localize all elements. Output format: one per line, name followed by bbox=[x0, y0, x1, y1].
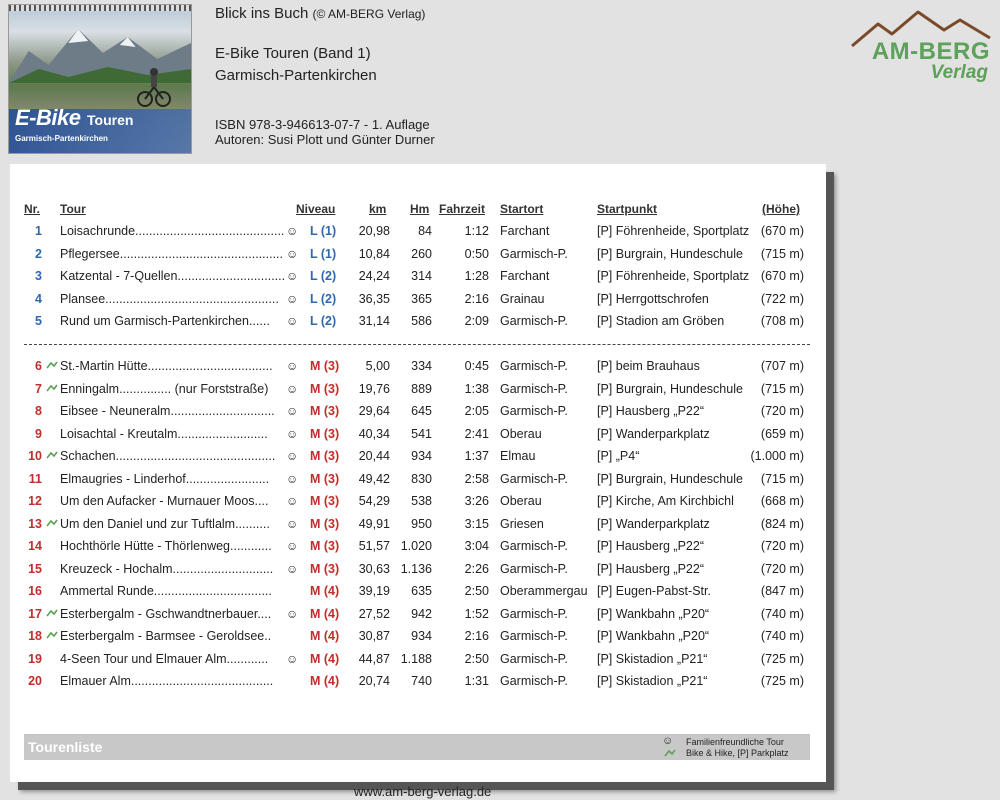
cell-startort: Garmisch-P. bbox=[500, 539, 568, 553]
cell-tour: Um den Aufacker - Murnauer Moos.... bbox=[60, 494, 269, 508]
family-friendly-icon: ☺ bbox=[286, 382, 299, 396]
table-row bbox=[10, 401, 826, 423]
cell-startort: Garmisch-P. bbox=[500, 472, 568, 486]
cell-nr: 15 bbox=[28, 562, 42, 576]
cell-nr: 4 bbox=[35, 292, 42, 306]
cell-hm: 635 bbox=[411, 584, 432, 598]
cell-nr: 19 bbox=[28, 652, 42, 666]
book-region: Garmisch-Partenkirchen bbox=[215, 67, 377, 84]
cell-startpunkt: [P] Föhrenheide, Sportplatz bbox=[597, 224, 750, 238]
cell-fahrzeit: 2:16 bbox=[464, 629, 489, 643]
cell-nr: 17 bbox=[28, 607, 42, 621]
logo-name: AM-BERG bbox=[871, 38, 990, 65]
cell-startpunkt: [P] Skistadion „P21“ bbox=[597, 652, 708, 666]
col-head-hm: Hm bbox=[410, 202, 430, 216]
cell-startpunkt: [P] Kirche, Am Kirchbichl bbox=[597, 494, 734, 508]
cell-startpunkt: [P] Herrgottschrofen bbox=[597, 292, 709, 306]
cell-nr: 6 bbox=[35, 359, 42, 373]
cell-nr: 7 bbox=[35, 382, 42, 396]
cell-niveau: L (1) bbox=[310, 247, 337, 261]
cell-tour: Kreuzeck - Hochalm............................. bbox=[60, 562, 274, 576]
cell-fahrzeit: 2:09 bbox=[464, 314, 489, 328]
cell-tour: Ammertal Runde.................................. bbox=[60, 584, 272, 598]
table-row bbox=[10, 514, 826, 536]
cell-tour: Loisachrunde........................................... bbox=[60, 224, 285, 238]
cell-tour: Hochthörle Hütte - Thörlenweg............ bbox=[60, 539, 272, 553]
cell-hm: 934 bbox=[411, 629, 432, 643]
book-title: E-Bike Touren (Band 1) bbox=[215, 45, 371, 62]
cell-hm: 1.020 bbox=[400, 539, 432, 553]
cell-nr: 8 bbox=[35, 404, 42, 418]
table-row bbox=[10, 379, 826, 401]
cell-km: 24,24 bbox=[358, 269, 390, 283]
cell-fahrzeit: 2:16 bbox=[464, 292, 489, 306]
family-friendly-icon: ☺ bbox=[286, 494, 299, 508]
cell-nr: 3 bbox=[35, 269, 42, 283]
cell-nr: 9 bbox=[35, 427, 42, 441]
cell-hoehe: (740 m) bbox=[760, 607, 804, 621]
cell-startort: Griesen bbox=[500, 517, 544, 531]
header-blick bbox=[215, 5, 425, 22]
cell-startpunkt: [P] Hausberg „P22“ bbox=[597, 562, 704, 576]
book-isbn: ISBN 978-3-946613-07-7 - 1. Auflage bbox=[215, 117, 430, 132]
cell-km: 39,19 bbox=[358, 584, 390, 598]
cell-niveau: M (3) bbox=[310, 404, 340, 418]
cell-km: 49,42 bbox=[358, 472, 390, 486]
cell-km: 10,84 bbox=[358, 247, 390, 261]
cell-hoehe: (670 m) bbox=[760, 224, 804, 238]
cell-tour: Esterbergalm - Gschwandtnerbauer.... bbox=[60, 607, 272, 621]
cell-km: 20,98 bbox=[358, 224, 390, 238]
cell-fahrzeit: 3:26 bbox=[464, 494, 489, 508]
bike-hike-icon bbox=[46, 609, 58, 617]
cell-km: 36,35 bbox=[358, 292, 390, 306]
cell-hoehe: (722 m) bbox=[760, 292, 804, 306]
cell-fahrzeit: 1:52 bbox=[464, 607, 489, 621]
header-copyright: (© AM-BERG Verlag) bbox=[312, 7, 426, 21]
cell-niveau: M (3) bbox=[310, 494, 340, 508]
cell-niveau: M (4) bbox=[310, 607, 340, 621]
cell-hm: 830 bbox=[411, 472, 432, 486]
legend-hike-text: Bike & Hike, [P] Parkplatz bbox=[686, 748, 789, 758]
cell-startort: Garmisch-P. bbox=[500, 629, 568, 643]
tour-list-sheet bbox=[10, 164, 826, 782]
family-friendly-icon: ☺ bbox=[286, 472, 299, 486]
family-friendly-icon: ☺ bbox=[286, 449, 299, 463]
cell-niveau: M (3) bbox=[310, 472, 340, 486]
cell-hoehe: (708 m) bbox=[760, 314, 804, 328]
family-friendly-icon: ☺ bbox=[286, 607, 299, 621]
table-row bbox=[10, 266, 826, 288]
cell-fahrzeit: 0:45 bbox=[464, 359, 489, 373]
table-row bbox=[10, 356, 826, 378]
cell-fahrzeit: 2:58 bbox=[464, 472, 489, 486]
cell-fahrzeit: 1:38 bbox=[464, 382, 489, 396]
cell-hoehe: (707 m) bbox=[760, 359, 804, 373]
table-row bbox=[10, 221, 826, 243]
cell-fahrzeit: 0:50 bbox=[464, 247, 489, 261]
cell-hm: 1.188 bbox=[400, 652, 432, 666]
header-blick-text: Blick ins Buch bbox=[215, 5, 309, 22]
cover-title-ebike: E-Bike bbox=[15, 105, 81, 130]
cell-fahrzeit: 3:15 bbox=[464, 517, 489, 531]
cell-startpunkt: [P] Wanderparkplatz bbox=[597, 427, 710, 441]
cell-hm: 84 bbox=[418, 224, 432, 238]
col-head-hoehe: (Höhe) bbox=[762, 202, 800, 216]
cell-hm: 934 bbox=[411, 449, 432, 463]
cell-niveau: L (1) bbox=[310, 224, 337, 238]
cell-hoehe: (659 m) bbox=[760, 427, 804, 441]
cell-km: 40,34 bbox=[358, 427, 390, 441]
cell-hm: 645 bbox=[411, 404, 432, 418]
col-head-startort: Startort bbox=[500, 202, 544, 216]
cell-niveau: L (2) bbox=[310, 292, 337, 306]
cell-nr: 10 bbox=[28, 449, 42, 463]
cell-startort: Garmisch-P. bbox=[500, 314, 568, 328]
cell-km: 19,76 bbox=[358, 382, 390, 396]
cover-title-touren: Touren bbox=[87, 112, 134, 128]
cell-startort: Garmisch-P. bbox=[500, 562, 568, 576]
cell-hm: 314 bbox=[411, 269, 432, 283]
cell-hoehe: (715 m) bbox=[760, 472, 804, 486]
cell-km: 20,44 bbox=[358, 449, 390, 463]
group-divider bbox=[24, 344, 810, 345]
cell-niveau: M (3) bbox=[310, 427, 340, 441]
cell-km: 5,00 bbox=[365, 359, 390, 373]
cell-startpunkt: [P] Hausberg „P22“ bbox=[597, 539, 704, 553]
cell-km: 51,57 bbox=[358, 539, 390, 553]
table-row bbox=[10, 311, 826, 333]
family-friendly-icon: ☺ bbox=[286, 652, 299, 666]
cell-nr: 20 bbox=[28, 674, 42, 688]
cell-niveau: M (3) bbox=[310, 562, 340, 576]
cell-startpunkt: [P] Stadion am Gröben bbox=[597, 314, 725, 328]
cell-startpunkt: [P] Eugen-Pabst-Str. bbox=[597, 584, 711, 598]
table-row bbox=[10, 626, 826, 648]
cell-niveau: M (3) bbox=[310, 449, 340, 463]
family-friendly-icon: ☺ bbox=[286, 359, 299, 373]
cell-hm: 334 bbox=[411, 359, 432, 373]
book-authors: Autoren: Susi Plott und Günter Durner bbox=[215, 132, 435, 147]
cell-hm: 942 bbox=[411, 607, 432, 621]
cell-hm: 889 bbox=[411, 382, 432, 396]
cell-nr: 12 bbox=[28, 494, 42, 508]
family-friendly-icon: ☺ bbox=[286, 224, 299, 238]
cell-hoehe: (740 m) bbox=[760, 629, 804, 643]
col-head-startpunkt: Startpunkt bbox=[597, 202, 657, 216]
cover-cyclist-figure bbox=[137, 63, 171, 107]
footer-title: Tourenliste bbox=[28, 739, 103, 755]
family-friendly-icon: ☺ bbox=[286, 562, 299, 576]
cell-nr: 11 bbox=[28, 472, 42, 486]
cell-km: 49,91 bbox=[358, 517, 390, 531]
publisher-logo bbox=[848, 8, 994, 84]
cell-startort: Farchant bbox=[500, 224, 550, 238]
family-friendly-icon: ☺ bbox=[286, 292, 299, 306]
cell-fahrzeit: 1:31 bbox=[464, 674, 489, 688]
cell-hm: 365 bbox=[411, 292, 432, 306]
cell-niveau: L (2) bbox=[310, 269, 337, 283]
cell-nr: 14 bbox=[28, 539, 42, 553]
family-friendly-icon: ☺ bbox=[286, 404, 299, 418]
cell-tour: Elmaugries - Linderhof........................ bbox=[60, 472, 270, 486]
table-row bbox=[10, 289, 826, 311]
cell-startort: Garmisch-P. bbox=[500, 359, 568, 373]
cell-km: 30,63 bbox=[358, 562, 390, 576]
cell-niveau: M (3) bbox=[310, 517, 340, 531]
cell-startpunkt: [P] Skistadion „P21“ bbox=[597, 674, 708, 688]
cell-hm: 586 bbox=[411, 314, 432, 328]
cell-startort: Garmisch-P. bbox=[500, 404, 568, 418]
family-friendly-icon: ☺ bbox=[286, 539, 299, 553]
col-head-nr: Nr. bbox=[24, 202, 41, 216]
cell-hm: 1.136 bbox=[400, 562, 432, 576]
cell-tour: Katzental - 7-Quellen............................... bbox=[60, 269, 286, 283]
cell-nr: 16 bbox=[28, 584, 42, 598]
cover-subtitle: Garmisch-Partenkirchen bbox=[15, 134, 108, 143]
cell-fahrzeit: 2:41 bbox=[464, 427, 489, 441]
cell-hoehe: (725 m) bbox=[760, 652, 804, 666]
cell-startort: Garmisch-P. bbox=[500, 652, 568, 666]
cell-hoehe: (720 m) bbox=[760, 404, 804, 418]
cell-tour: Plansee.................................................. bbox=[60, 292, 279, 306]
cell-niveau: M (4) bbox=[310, 652, 340, 666]
cell-niveau: M (4) bbox=[310, 629, 340, 643]
cell-hoehe: (725 m) bbox=[760, 674, 804, 688]
bike-hike-icon bbox=[46, 361, 58, 369]
cell-hoehe: (715 m) bbox=[760, 247, 804, 261]
cell-tour: Loisachtal - Kreutalm.......................... bbox=[60, 427, 268, 441]
cell-nr: 2 bbox=[35, 247, 42, 261]
family-friendly-icon: ☺ bbox=[286, 517, 299, 531]
cell-km: 27,52 bbox=[358, 607, 390, 621]
cell-nr: 13 bbox=[28, 517, 42, 531]
bike-hike-icon bbox=[46, 631, 58, 639]
bike-hike-icon bbox=[46, 451, 58, 459]
cell-niveau: M (3) bbox=[310, 359, 340, 373]
cell-startort: Garmisch-P. bbox=[500, 607, 568, 621]
cell-tour: Schachen.............................................. bbox=[60, 449, 276, 463]
table-row bbox=[10, 604, 826, 626]
family-friendly-icon: ☺ bbox=[286, 314, 299, 328]
cell-startort: Oberammergau bbox=[500, 584, 588, 598]
cell-tour: Eibsee - Neuneralm.............................. bbox=[60, 404, 275, 418]
cell-startort: Oberau bbox=[500, 427, 542, 441]
logo-sub: Verlag bbox=[930, 62, 988, 83]
cell-startpunkt: [P] Föhrenheide, Sportplatz bbox=[597, 269, 750, 283]
cell-tour: Pflegersee............................................... bbox=[60, 247, 283, 261]
cell-niveau: M (4) bbox=[310, 674, 340, 688]
table-row bbox=[10, 446, 826, 468]
cell-fahrzeit: 3:04 bbox=[464, 539, 489, 553]
cell-km: 54,29 bbox=[358, 494, 390, 508]
cell-km: 20,74 bbox=[358, 674, 390, 688]
table-row bbox=[10, 491, 826, 513]
cell-fahrzeit: 1:28 bbox=[464, 269, 489, 283]
cell-fahrzeit: 2:05 bbox=[464, 404, 489, 418]
cell-startort: Elmau bbox=[500, 449, 536, 463]
cell-hm: 740 bbox=[411, 674, 432, 688]
cell-tour: Um den Daniel und zur Tuftlalm.......... bbox=[60, 517, 270, 531]
table-row bbox=[10, 424, 826, 446]
table-row bbox=[10, 671, 826, 693]
cell-startort: Garmisch-P. bbox=[500, 247, 568, 261]
cell-startort: Garmisch-P. bbox=[500, 674, 568, 688]
cell-hoehe: (715 m) bbox=[760, 382, 804, 396]
cell-startpunkt: [P] „P4“ bbox=[597, 449, 640, 463]
cell-km: 30,87 bbox=[358, 629, 390, 643]
legend-family-text: Familienfreundliche Tour bbox=[686, 737, 784, 747]
cell-startpunkt: [P] Wankbahn „P20“ bbox=[597, 629, 710, 643]
family-friendly-icon: ☺ bbox=[286, 427, 299, 441]
cell-hm: 950 bbox=[411, 517, 432, 531]
col-head-km: km bbox=[369, 202, 387, 216]
cell-hoehe: (824 m) bbox=[760, 517, 804, 531]
cell-tour: Enningalm............... (nur Forststraße) bbox=[60, 382, 269, 396]
cell-km: 29,64 bbox=[358, 404, 390, 418]
table-row bbox=[10, 469, 826, 491]
cell-startpunkt: [P] Wankbahn „P20“ bbox=[597, 607, 710, 621]
cell-tour: St.-Martin Hütte.................................... bbox=[60, 359, 273, 373]
legend-smile-icon: ☺ bbox=[662, 735, 674, 747]
cell-startpunkt: [P] beim Brauhaus bbox=[597, 359, 700, 373]
table-row bbox=[10, 649, 826, 671]
cell-hoehe: (670 m) bbox=[760, 269, 804, 283]
col-head-tour: Tour bbox=[60, 202, 86, 216]
cell-tour: Rund um Garmisch-Partenkirchen...... bbox=[60, 314, 270, 328]
cell-fahrzeit: 2:26 bbox=[464, 562, 489, 576]
cell-hoehe: (847 m) bbox=[760, 584, 804, 598]
cell-tour: Elmauer Alm......................................... bbox=[60, 674, 274, 688]
cell-fahrzeit: 1:37 bbox=[464, 449, 489, 463]
cell-hm: 541 bbox=[411, 427, 432, 441]
family-friendly-icon: ☺ bbox=[286, 269, 299, 283]
cell-nr: 1 bbox=[35, 224, 42, 238]
cell-startort: Oberau bbox=[500, 494, 542, 508]
cell-hm: 260 bbox=[411, 247, 432, 261]
cell-fahrzeit: 2:50 bbox=[464, 652, 489, 666]
cell-startpunkt: [P] Burgrain, Hundeschule bbox=[597, 247, 743, 261]
family-friendly-icon: ☺ bbox=[286, 247, 299, 261]
book-cover-image bbox=[8, 4, 192, 154]
col-head-fahrzeit: Fahrzeit bbox=[439, 202, 486, 216]
bike-hike-icon bbox=[46, 519, 58, 527]
table-row bbox=[10, 559, 826, 581]
cell-km: 31,14 bbox=[358, 314, 390, 328]
cell-hoehe: (668 m) bbox=[760, 494, 804, 508]
cell-niveau: M (4) bbox=[310, 584, 340, 598]
cell-hm: 538 bbox=[411, 494, 432, 508]
cell-tour: Esterbergalm - Barmsee - Geroldsee.. bbox=[60, 629, 272, 643]
cell-startpunkt: [P] Burgrain, Hundeschule bbox=[597, 382, 743, 396]
table-row bbox=[10, 581, 826, 603]
col-head-niveau: Niveau bbox=[296, 202, 336, 216]
footer-bar bbox=[24, 734, 810, 760]
legend-hike-icon bbox=[664, 749, 676, 757]
cell-startort: Grainau bbox=[500, 292, 545, 306]
cell-startort: Farchant bbox=[500, 269, 550, 283]
publisher-url[interactable]: www.am-berg-verlag.de bbox=[354, 784, 492, 799]
table-row bbox=[10, 244, 826, 266]
cell-hoehe: (720 m) bbox=[760, 562, 804, 576]
table-row bbox=[10, 536, 826, 558]
cell-startpunkt: [P] Burgrain, Hundeschule bbox=[597, 472, 743, 486]
cell-km: 44,87 bbox=[358, 652, 390, 666]
cell-niveau: M (3) bbox=[310, 382, 340, 396]
cell-hoehe: (1.000 m) bbox=[750, 449, 804, 463]
cell-tour: 4-Seen Tour und Elmauer Alm............ bbox=[60, 652, 269, 666]
cell-niveau: M (3) bbox=[310, 539, 340, 553]
cell-startpunkt: [P] Wanderparkplatz bbox=[597, 517, 710, 531]
bike-hike-icon bbox=[46, 384, 58, 392]
cell-startpunkt: [P] Hausberg „P22“ bbox=[597, 404, 704, 418]
cell-nr: 18 bbox=[28, 629, 42, 643]
cell-fahrzeit: 2:50 bbox=[464, 584, 489, 598]
cell-startort: Garmisch-P. bbox=[500, 382, 568, 396]
cover-spiral-binding bbox=[9, 5, 191, 11]
cell-nr: 5 bbox=[35, 314, 42, 328]
cell-niveau: L (2) bbox=[310, 314, 337, 328]
cell-fahrzeit: 1:12 bbox=[464, 224, 489, 238]
cell-hoehe: (720 m) bbox=[760, 539, 804, 553]
